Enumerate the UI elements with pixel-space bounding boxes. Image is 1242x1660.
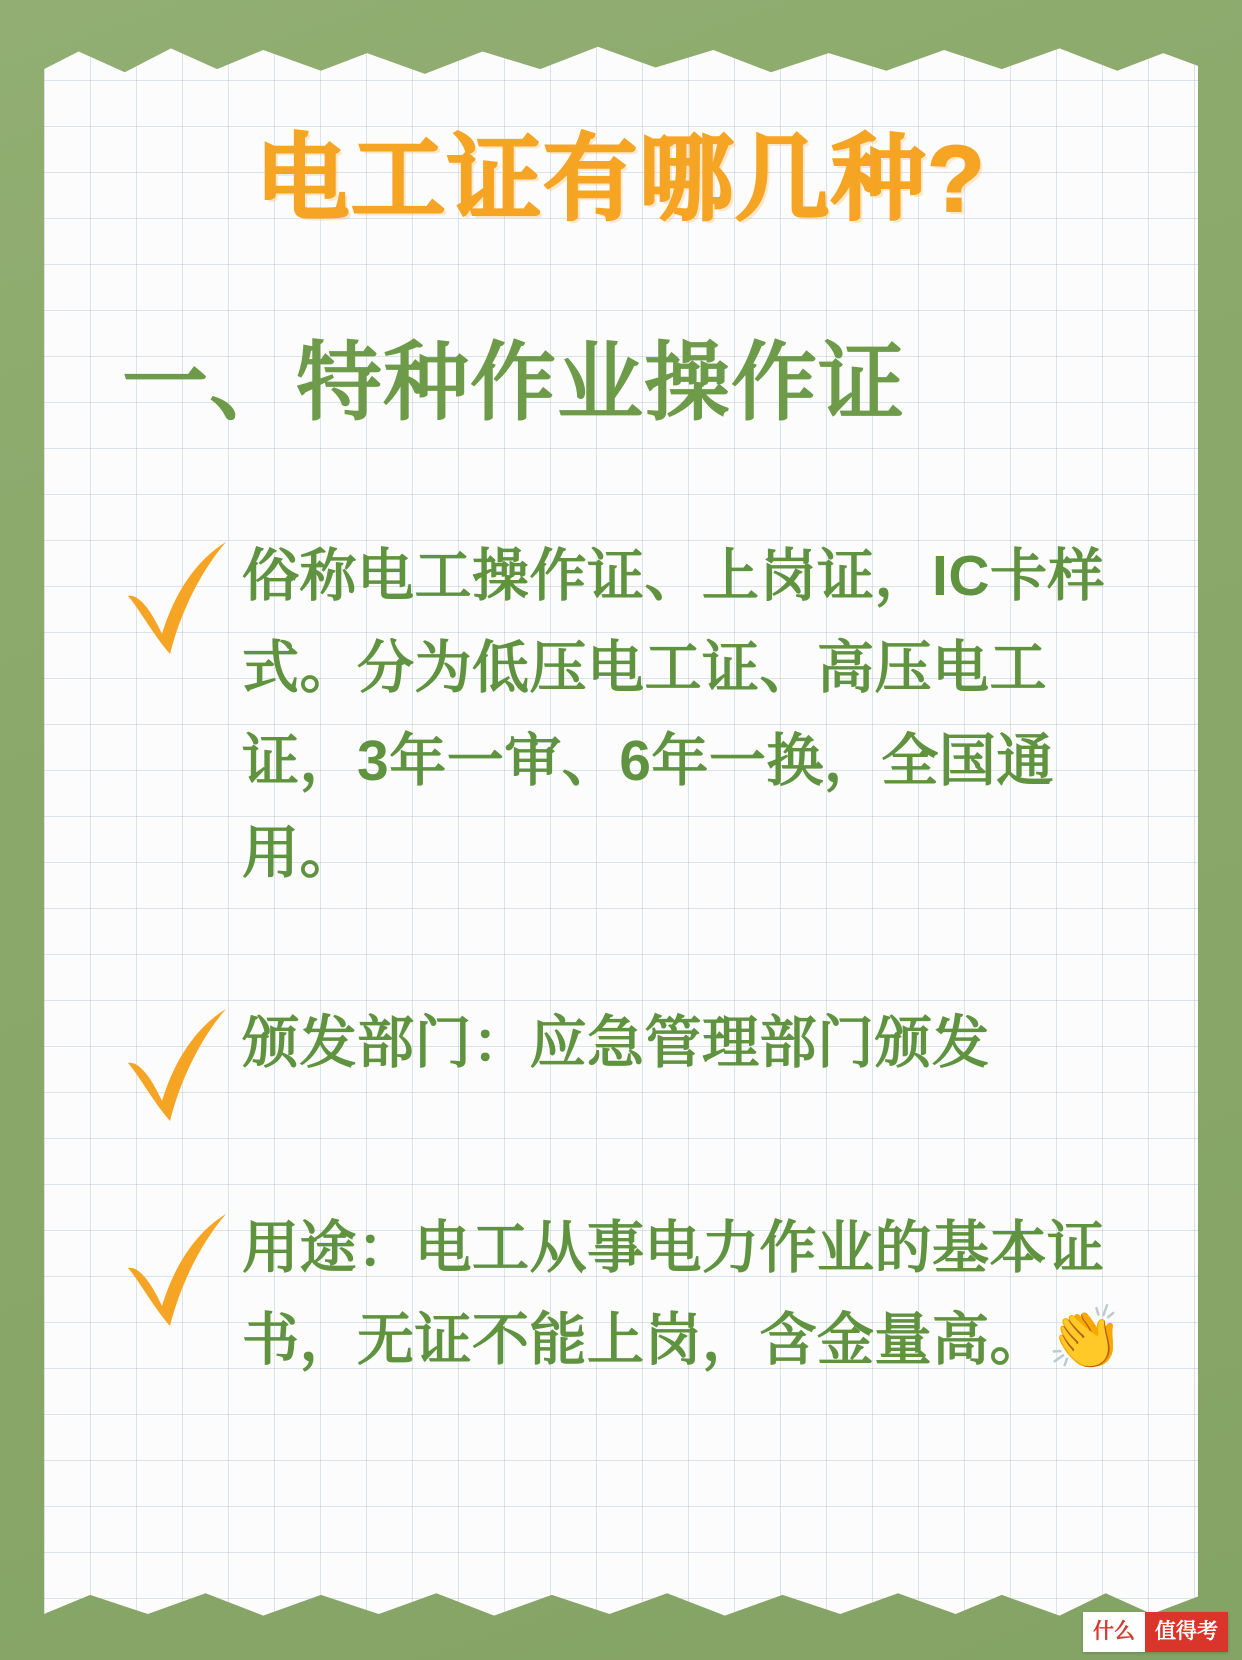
list-item-text [242,1194,1134,1387]
clapping-hands-icon: 👏 [1047,1304,1125,1374]
list-item-text: 颁发部门：应急管理部门颁发 [242,1011,990,1075]
check-mark-icon [114,536,242,664]
section-heading: 一、特种作业操作证 [122,335,905,431]
watermark [1083,1612,1228,1652]
watermark-left-text: 什么 [1083,1612,1145,1652]
check-mark-icon [114,1003,242,1131]
list-item [114,522,1134,899]
list-item [114,989,1134,1131]
poster-content [44,34,1198,1630]
page-title: 电工证有哪几种? [255,126,987,231]
check-mark-icon [114,1208,242,1336]
list-item-body: 用途：电工从事电力作业的基本证书，无证不能上岗，含金量高。 [242,1216,1105,1373]
watermark-right-text: 值得考 [1145,1612,1228,1652]
list-item [114,1194,1134,1387]
list-item-text: 俗称电工操作证、上岗证，IC卡样式。分为低压电工证、高压电工证，3年一审、6年一换，全国通用。 [242,544,1105,885]
